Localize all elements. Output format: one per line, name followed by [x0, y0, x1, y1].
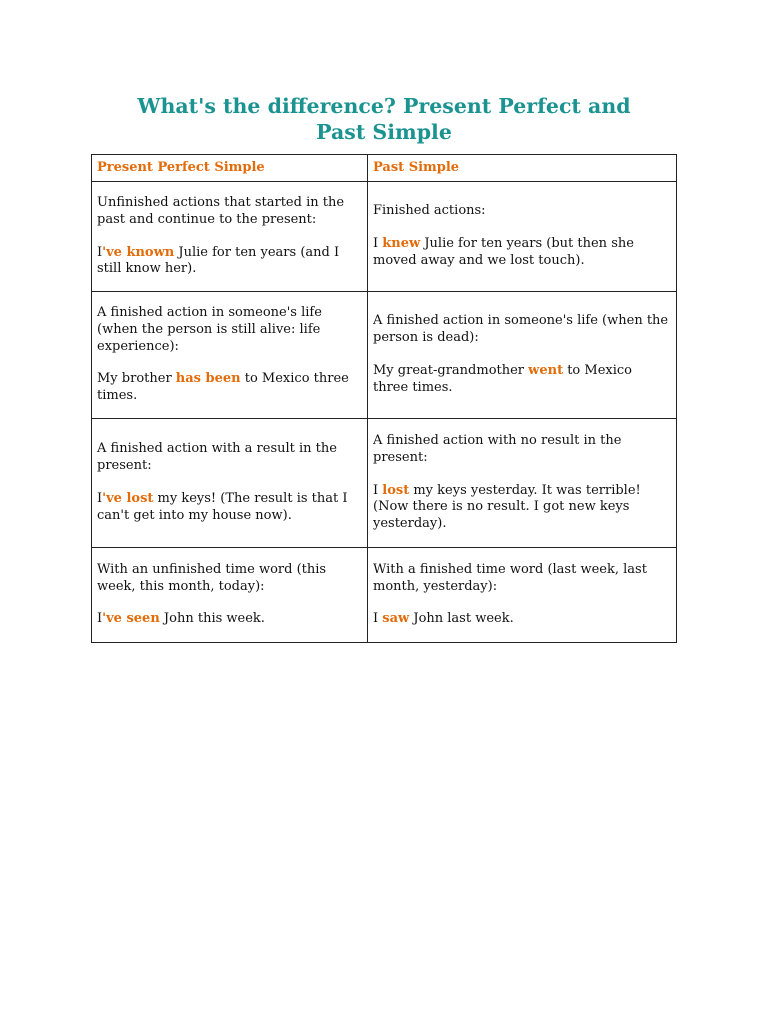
cell-past-simple	[368, 292, 677, 419]
usage-description: With an unfinished time word (this week, this month, today):	[97, 561, 327, 594]
usage-description: With a finished time word (last week, last month, yesterday):	[373, 561, 647, 594]
usage-description: Finished actions:	[373, 203, 486, 219]
example-text: my keys yesterday. It was terrible! (Now there is no result. I got new keys yesterday).	[373, 482, 641, 532]
cell-present-perfect	[92, 182, 368, 292]
cell-present-perfect	[92, 292, 368, 419]
verb-highlight: has been	[175, 371, 241, 387]
example-sentence	[97, 371, 362, 405]
cell-present-perfect	[92, 548, 368, 643]
example-text: John this week.	[159, 611, 265, 627]
header-past-simple: Past Simple	[368, 155, 677, 182]
example-sentence	[97, 491, 362, 525]
verb-highlight: 've seen	[102, 611, 160, 627]
comparison-table	[91, 154, 677, 643]
example-text: I	[97, 244, 103, 260]
title-line-1: What's the difference? Present Perfect and	[137, 94, 631, 118]
example-sentence	[373, 483, 671, 533]
example-text: My great-grandmother	[373, 363, 529, 378]
table-row	[92, 548, 677, 643]
verb-highlight: lost	[382, 482, 410, 498]
example-sentence	[97, 611, 362, 628]
table-row	[92, 419, 677, 548]
verb-highlight: saw	[382, 611, 410, 627]
example-sentence	[373, 363, 671, 397]
verb-highlight: went	[528, 363, 564, 378]
example-text: Julie for ten years (and I still know her).	[97, 244, 340, 277]
usage-description: A finished action with a result in the present:	[97, 441, 337, 474]
example-text: My brother	[97, 371, 176, 387]
example-sentence	[373, 236, 671, 270]
table-row	[92, 292, 677, 419]
example-text: I	[97, 611, 103, 627]
table-row	[92, 182, 677, 292]
header-row	[92, 155, 677, 182]
example-text: to Mexico three times.	[97, 371, 349, 404]
example-text: I	[373, 236, 383, 252]
example-text: I	[97, 491, 103, 506]
example-text: Julie for ten years (but then she moved away and we lost touch).	[373, 236, 634, 268]
example-text: John last week.	[409, 611, 514, 627]
page-title	[0, 93, 768, 145]
verb-highlight: knew	[382, 236, 421, 252]
header-present-perfect: Present Perfect Simple	[92, 155, 368, 182]
example-sentence	[373, 611, 671, 628]
cell-past-simple	[368, 548, 677, 643]
usage-description: Unfinished actions that started in the past and continue to the present:	[97, 194, 345, 227]
example-sentence	[97, 245, 362, 279]
cell-past-simple	[368, 419, 677, 548]
cell-present-perfect	[92, 419, 368, 548]
verb-highlight: 've known	[102, 244, 175, 260]
usage-description: A finished action with no result in the present:	[373, 433, 622, 465]
title-line-2: Past Simple	[316, 120, 452, 144]
example-text: I	[373, 611, 383, 627]
example-text: to Mexico three times.	[373, 363, 632, 395]
cell-past-simple	[368, 182, 677, 292]
usage-description: A finished action in someone's life (when the person is still alive: life experience):	[97, 305, 322, 354]
example-text: I	[373, 482, 383, 498]
verb-highlight: 've lost	[102, 491, 154, 506]
example-text: my keys! (The result is that I can't get into my house now).	[97, 491, 348, 523]
usage-description: A finished action in someone's life (when the person is dead):	[373, 313, 669, 346]
